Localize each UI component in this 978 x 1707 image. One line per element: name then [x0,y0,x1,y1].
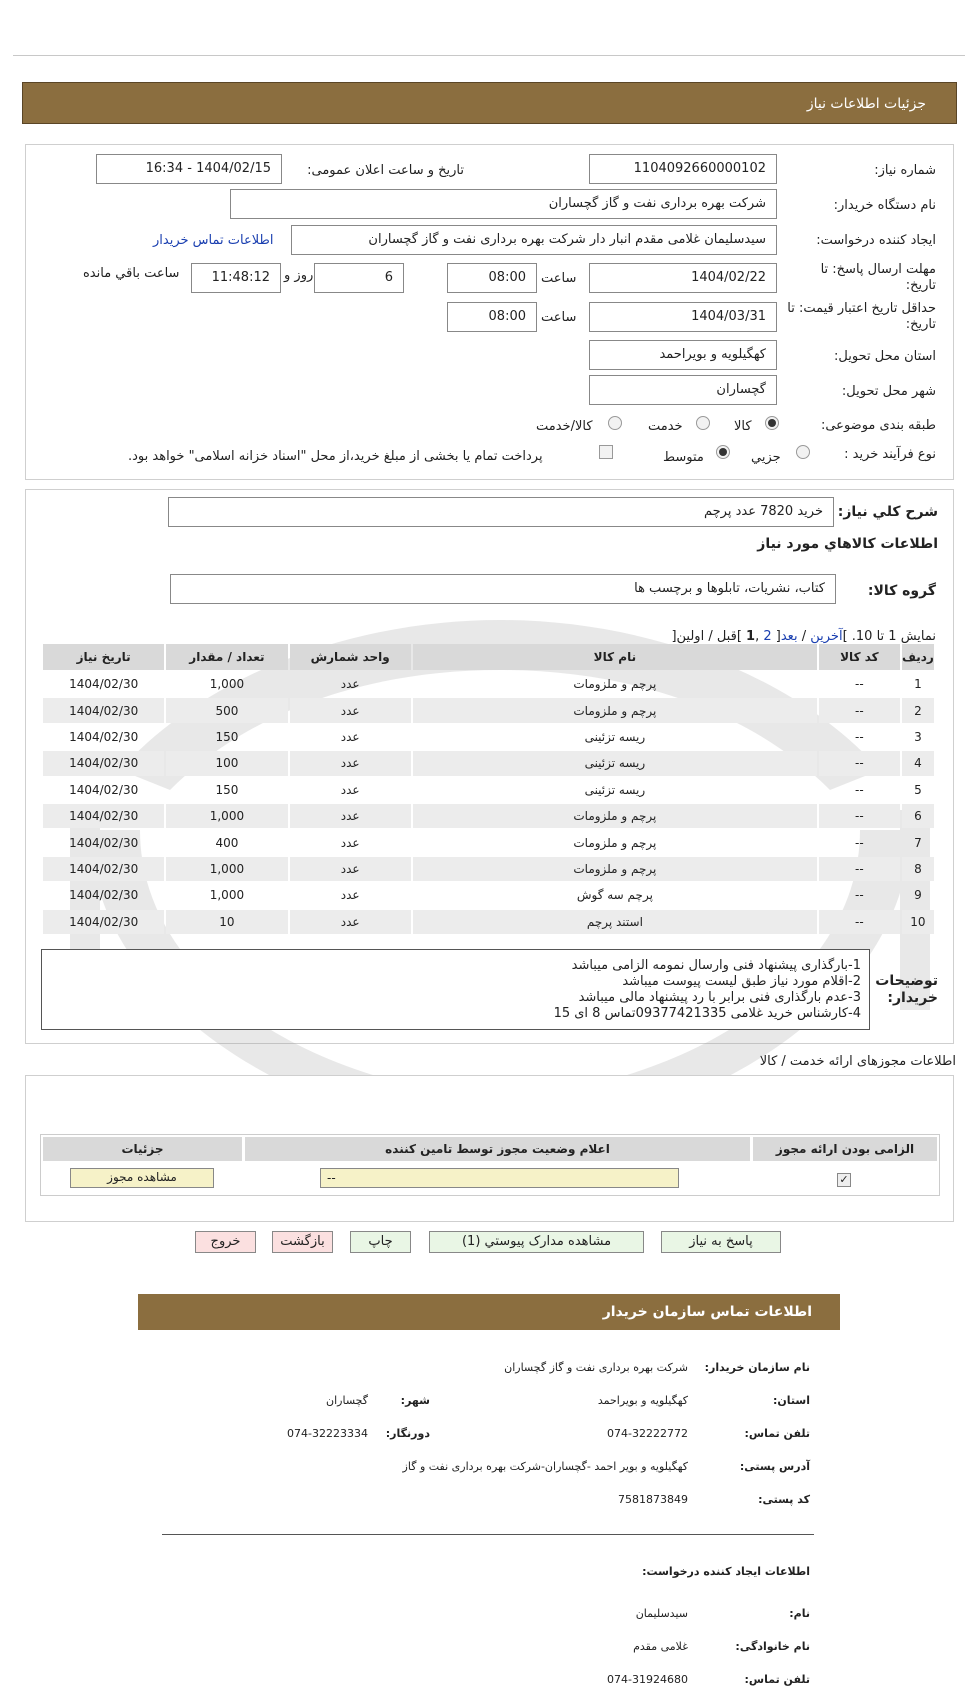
contact-address-label: آدرس پستی: [739,1460,810,1473]
items-table-header [43,644,934,670]
category-radio-goods[interactable] [765,416,779,430]
need-summary-label: شرح کلي نياز: [837,504,938,520]
cell-code: -- [855,782,864,797]
process-radio-minor[interactable] [796,445,810,459]
category-label: طبقه بندی موضوعی: [820,418,936,433]
cell-name: پرچم سه گوش [576,888,653,903]
process-option-minor: جزيي [751,450,781,465]
creator-label: ایجاد کننده درخواست: [816,233,936,248]
contact-postal-label: کد پستی: [758,1493,810,1506]
contact-province-label: استان: [773,1394,810,1407]
top-divider [13,55,965,56]
creator-family-label: نام خانوادگی: [735,1640,810,1653]
cell-name: پرچم و ملزومات [413,804,817,828]
items-table-wrap [41,642,936,936]
cell-date: 1404/02/30 [43,804,164,828]
pager-current-page: 1 [746,629,756,644]
contact-phone-value: 074-32222772 [607,1427,688,1440]
days-label: روز و [284,268,314,283]
cell-unit: عدد [340,677,360,692]
buyer-notes-label: توضيحات خريدار: [875,973,938,1006]
view-permit-button[interactable]: مشاهده مجوز [70,1168,214,1188]
treasury-note: پرداخت تمام یا بخشی از مبلغ خرید،از محل "اسناد خزانه اسلامی" خواهد بود. [128,449,543,464]
permits-header-row [41,1135,939,1163]
col-unit: واحد شمارش [290,644,411,670]
note-line: 1-بارگذاری پیشنهاد فنی وارسال نمومه الزامی میباشد [571,958,861,973]
permit-required-checkbox: ✓ [837,1173,851,1187]
deadline-label: مهلت ارسال پاسخ: تا تاریخ: [820,262,936,293]
cell-unit: عدد [290,804,411,828]
category-option-goods: کالا [734,419,752,434]
cell-name: پرچم و ملزومات [573,835,657,850]
buyer-notes-box [41,949,870,1030]
cell-name: ریسه تزئینی [584,782,646,797]
exit-button[interactable]: خروج [195,1231,256,1253]
cell-date: 1404/02/30 [69,835,139,850]
cell-code: -- [855,888,864,903]
contact-postal-value: 7581873849 [618,1493,688,1506]
pager-sep: / [797,629,811,644]
validity-date-field: 1404/03/31 [589,302,777,332]
permits-col-required: الزامی بودن ارائه مجوز [753,1137,937,1161]
contact-city-value: گچساران [326,1394,368,1407]
items-table [41,642,936,936]
creator-info-title: اطلاعات ایجاد کننده درخواست: [642,1565,810,1578]
buyer-label: نام دستگاه خریدار: [833,198,936,213]
cell-code: -- [855,835,864,850]
cell-code: -- [819,751,900,775]
cell-unit: عدد [290,910,411,934]
province-label: استان محل تحویل: [834,349,936,364]
cell-unit: عدد [290,751,411,775]
days-field: 6 [314,263,404,293]
permit-status-field: -- [320,1168,679,1188]
cell-qty: 500 [166,698,287,722]
note-line: 3-عدم بارگذاری فنی برابر با رد پیشنهاد مالی میباشد [578,990,861,1005]
cell-qty: 100 [166,751,287,775]
table-row [43,698,934,722]
cell-row: 10 [902,910,934,934]
cell-qty: 150 [215,782,239,797]
col-date: تاریخ نیاز [43,644,164,670]
back-button[interactable]: بازگشت [272,1231,333,1253]
cell-code: -- [819,857,900,881]
province-field: کهگیلویه و بویراحمد [589,340,777,370]
goods-info-title: اطلاعات کالاهاي مورد نياز [757,536,938,552]
deadline-date-field: 1404/02/22 [589,263,777,293]
table-row [43,910,934,934]
attachments-button[interactable]: مشاهده مدارک پیوستي (1) [429,1231,644,1253]
deadline-time-label: ساعت [541,271,577,286]
cell-qty: 400 [215,835,239,850]
cell-date: 1404/02/30 [69,782,139,797]
creator-family-value: غلامی مقدم [633,1640,688,1653]
cell-date: 1404/02/30 [69,729,139,744]
permits-col-details: جزئیات [43,1137,242,1161]
buyer-field: شرکت بهره برداری نفت و گاز گچساران [230,189,777,219]
cell-row: 8 [902,857,934,881]
note-line: 2-اقلام مورد نیاز طبق لیست پیوست میباشد [622,974,861,989]
remaining-time-field: 11:48:12 [191,263,281,293]
cell-code: -- [819,804,900,828]
cell-name: پرچم و ملزومات [573,677,657,692]
contact-phone-label: تلفن تماس: [744,1427,810,1440]
reply-button[interactable]: پاسخ به نیاز [661,1231,781,1253]
category-option-service: خدمت [648,419,683,434]
cell-name: استند پرچم [413,910,817,934]
cell-date: 1404/02/30 [69,677,139,692]
permits-col-status: اعلام وضعیت مجوز توسط تامین کننده [245,1137,750,1161]
process-radio-medium[interactable] [716,445,730,459]
cell-date: 1404/02/30 [43,857,164,881]
page-header: جزئیات اطلاعات نیاز [22,82,957,124]
cell-unit: عدد [290,698,411,722]
pager-page-2-link[interactable]: 2 [763,629,772,644]
table-row [43,725,934,749]
permits-title: اطلاعات مجوزهای ارائه خدمت / کالا [759,1054,956,1069]
table-row [43,672,934,696]
creator-phone-label: تلفن تماس: [744,1673,810,1686]
city-field: گچساران [589,375,777,405]
cell-row: 7 [914,835,922,850]
cell-code: -- [855,677,864,692]
pager-next-link[interactable]: بعد [780,629,798,644]
cell-row: 4 [902,751,934,775]
cell-unit: عدد [290,857,411,881]
cell-unit: عدد [340,729,360,744]
contact-province-value: کهگیلویه و بویراحمد [597,1394,688,1407]
table-row [43,857,934,881]
contact-org-label: نام سازمان خریدار: [704,1361,810,1374]
permits-table [40,1134,940,1196]
col-name: نام کالا [413,644,817,670]
table-row [43,778,934,802]
col-row: رديف [902,644,934,670]
cell-qty: 1,000 [166,857,287,881]
table-row [43,830,934,854]
cell-qty: 1,000 [209,677,245,692]
cell-code: -- [855,729,864,744]
cell-row: 3 [914,729,922,744]
contact-city-label: شهر: [400,1394,430,1407]
need-summary-field: خرید 7820 عدد پرچم [168,497,834,527]
need-number-field: 1104092660000102 [589,154,777,184]
category-option-both: کالا/خدمت [536,419,593,434]
cell-name: پرچم و ملزومات [413,857,817,881]
cell-unit: عدد [340,835,360,850]
cell-date: 1404/02/30 [43,910,164,934]
cell-qty: 10 [166,910,287,934]
contact-fax-value: 074-32223334 [287,1427,368,1440]
table-row [43,751,934,775]
validity-label: حداقل تاریخ اعتبار قیمت: تا تاریخ: [787,301,936,332]
cell-date: 1404/02/30 [43,751,164,775]
cell-row: 5 [914,782,922,797]
validity-time-field: 08:00 [447,302,537,332]
city-label: شهر محل تحویل: [841,384,936,399]
remaining-label: ساعت باقي مانده [83,266,180,281]
pager-comma: , [755,629,764,644]
cell-date: 1404/02/30 [43,698,164,722]
pager-pages-open: [ [771,629,781,644]
contact-org-value: شرکت بهره برداری نفت و گاز گچساران [504,1361,688,1374]
cell-name: ریسه تزئینی [584,729,646,744]
pager-suffix: ]قبل / اولین[ [671,629,747,644]
process-option-medium: متوسط [663,450,704,465]
contact-divider [162,1534,814,1535]
cell-code: -- [819,698,900,722]
cell-name: پرچم و ملزومات [413,698,817,722]
creator-name-label: نام: [789,1607,810,1620]
cell-code: -- [819,910,900,934]
cell-row: 2 [902,698,934,722]
cell-qty: 1,000 [166,804,287,828]
cell-unit: عدد [340,888,360,903]
deadline-time-field: 08:00 [447,263,537,293]
announce-field: 1404/02/15 - 16:34 [96,154,282,184]
cell-date: 1404/02/30 [69,888,139,903]
buyer-contact-link[interactable]: اطلاعات تماس خریدار [153,233,274,248]
cell-row: 1 [914,677,922,692]
cell-unit: عدد [340,782,360,797]
cell-name: ریسه تزئینی [413,751,817,775]
pager-last-link[interactable]: آخرین [810,629,843,644]
creator-phone-value: 074-31924680 [607,1673,688,1686]
creator-field: سیدسلیمان غلامی مقدم انبار دار شرکت بهره برداری نفت و گاز گچساران [291,225,777,255]
goods-group-label: گروه کالا: [867,583,936,599]
note-line: 4-کارشناس خرید غلامی 09377421335تماس 8 ای 15 [553,1006,861,1021]
validity-time-label: ساعت [541,310,577,325]
col-code: کد کالا [819,644,900,670]
pager-prefix: نمایش 1 تا 10. ] [842,629,936,644]
print-button[interactable]: چاپ [350,1231,411,1253]
category-radio-service[interactable] [696,416,710,430]
cell-row: 9 [914,888,922,903]
cell-qty: 1,000 [209,888,245,903]
table-row [43,804,934,828]
table-row [43,883,934,907]
creator-name-value: سیدسلیمان [635,1607,688,1620]
announce-label: تاریخ و ساعت اعلان عمومی: [307,163,464,178]
contact-address-value: کهگیلویه و بویر احمد -گچساران-شرکت بهره برداری نفت و گاز [402,1460,688,1473]
contact-fax-label: دورنگار: [385,1427,430,1440]
cell-row: 6 [902,804,934,828]
category-radio-both[interactable] [608,416,622,430]
contact-header: اطلاعات تماس سازمان خریدار [138,1294,840,1330]
cell-qty: 150 [215,729,239,744]
goods-group-field: کتاب، نشریات، تابلوها و برچسب ها [170,574,836,604]
treasury-checkbox[interactable] [599,445,613,459]
process-label: نوع فرآیند خرید : [844,447,936,462]
need-number-label: شماره نیاز: [874,163,936,178]
col-qty: تعداد / مقدار [166,644,287,670]
